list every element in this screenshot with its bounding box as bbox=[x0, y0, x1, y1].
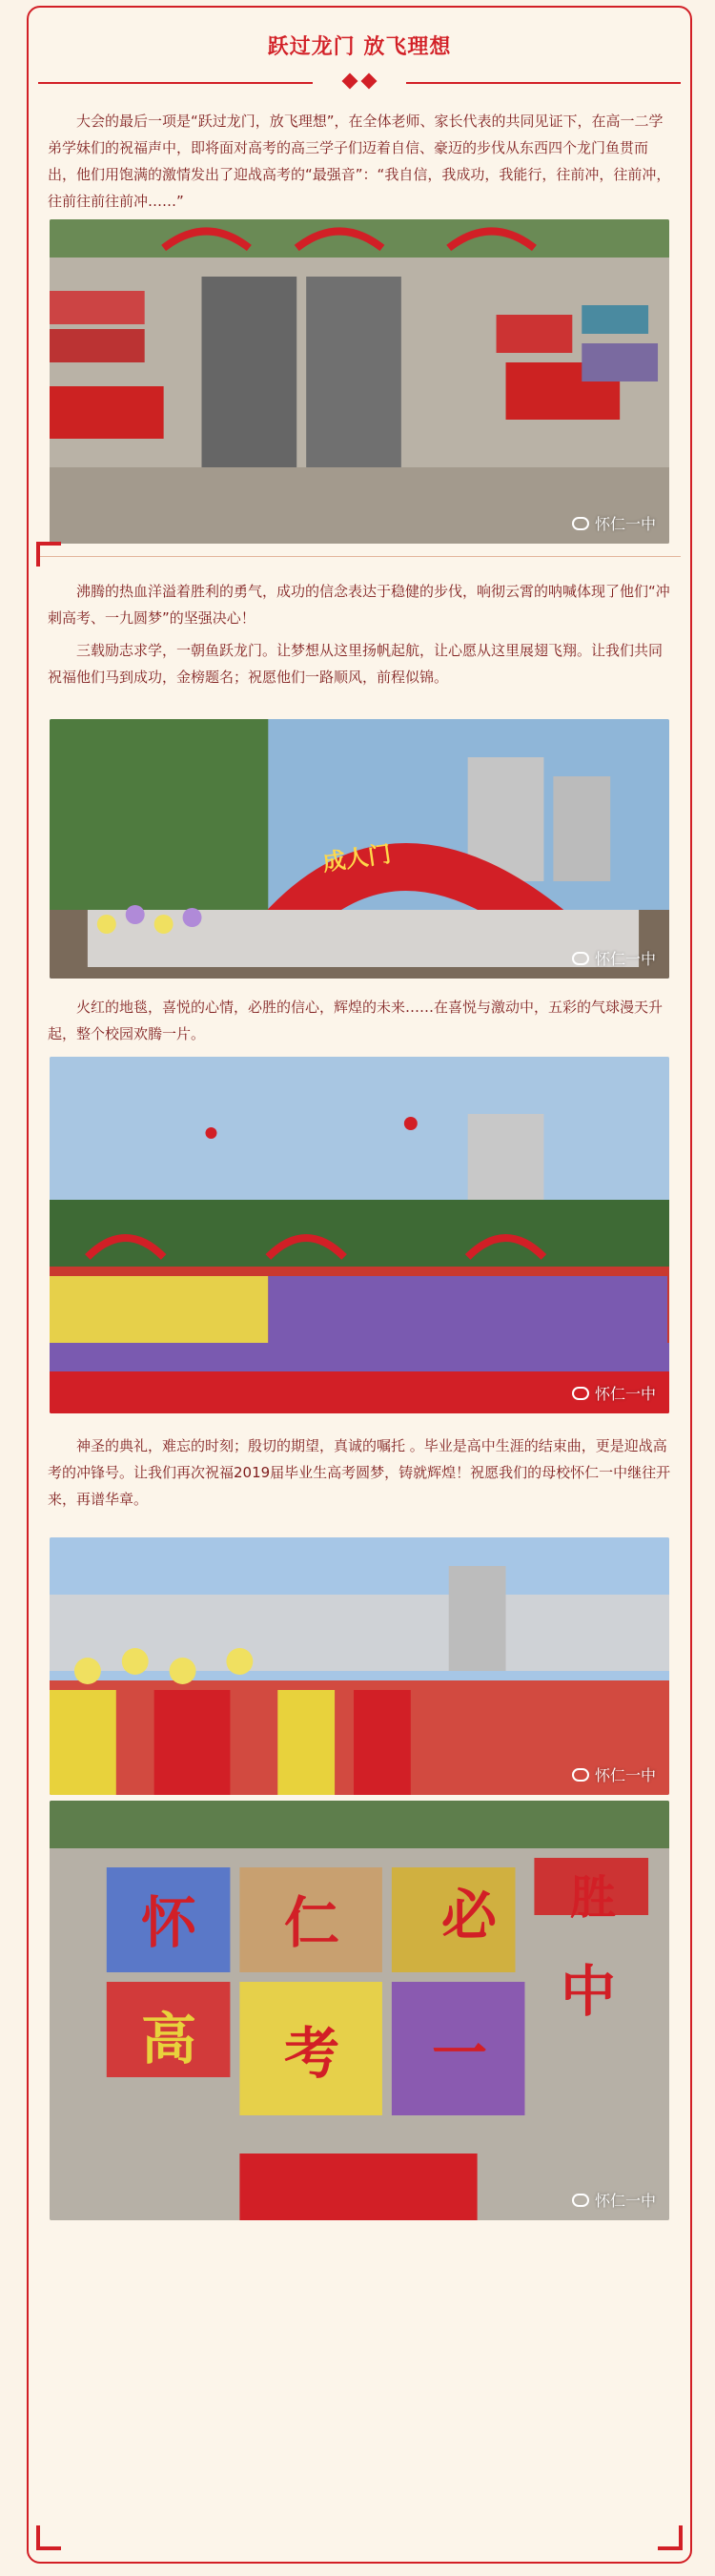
wechat-icon bbox=[572, 517, 589, 530]
watermark-text: 怀仁一中 bbox=[594, 515, 656, 533]
arch-banner: 成人门 bbox=[320, 840, 393, 876]
field-character-7: 一 bbox=[431, 2021, 487, 2086]
wechat-icon bbox=[572, 1768, 589, 1782]
wechat-icon bbox=[572, 1387, 589, 1400]
watermark-text: 怀仁一中 bbox=[594, 1766, 656, 1784]
field-character-1: 怀 bbox=[140, 1890, 196, 1955]
watermark-text: 怀仁一中 bbox=[594, 1385, 656, 1403]
photo-students-balloons bbox=[50, 1537, 669, 1795]
photo-watermark bbox=[572, 1382, 656, 1404]
paragraph-5: 神圣的典礼，难忘的时刻；殷切的期望，真诚的嘱托 。毕业是高中生涯的结束曲，更是迎战高考的冲锋号。让我们再次祝福2019届毕业生高考圆梦，铸就辉煌！祝愿我们的母校怀仁一中继往开来，再谱华章。 bbox=[48, 1437, 671, 1508]
paragraph-1: 大会的最后一项是“跃过龙门，放飞理想”，在全体老师、家长代表的共同见证下，在高一二学弟学妹们的祝福声中，即将面对高考的高三学子们迈着自信、豪迈的步伐从东西四个龙门鱼贯而出，他们用饱满的激情发出了迎战高考的“最强音”：“我自信，我成功，我能行，往前冲，往前冲，往前往前往前冲……” bbox=[48, 113, 671, 210]
article-frame bbox=[27, 6, 692, 2564]
photo-adult-gate bbox=[50, 719, 669, 979]
wechat-icon bbox=[572, 952, 589, 965]
corner-ornament-top-left bbox=[36, 542, 61, 567]
title-divider-left bbox=[38, 82, 313, 84]
photo-watermark bbox=[572, 1763, 656, 1785]
watermark-text: 怀仁一中 bbox=[594, 2192, 656, 2210]
photo-watermark bbox=[572, 2189, 656, 2211]
watermark-text: 怀仁一中 bbox=[594, 950, 656, 968]
title-divider-right bbox=[406, 82, 681, 84]
field-character-5: 高 bbox=[140, 2007, 196, 2071]
paragraph-3: 三载励志求学，一朝鱼跃龙门。让梦想从这里扬帆起航，让心愿从这里展翅飞翔。让我们共同祝福他们马到成功，金榜题名；祝愿他们一路顺风，前程似锦。 bbox=[48, 642, 664, 686]
photo-balloons-field bbox=[50, 1057, 669, 1413]
field-character-4: 胜 bbox=[569, 1870, 616, 1925]
photo-watermark bbox=[572, 512, 656, 534]
photo-watermark bbox=[572, 947, 656, 969]
corner-ornament-bottom-left bbox=[36, 2525, 61, 2550]
section-title: 跃过龙门 放飞理想 bbox=[267, 35, 452, 59]
section-separator bbox=[38, 556, 681, 557]
corner-ornament-bottom-right bbox=[658, 2525, 683, 2550]
title-diamond-ornament bbox=[344, 75, 375, 87]
paragraph-4: 火红的地毯，喜悦的心情，必胜的信心，辉煌的未来……在喜悦与激动中，五彩的气球漫天升起，整个校园欢腾一片。 bbox=[48, 999, 664, 1042]
field-character-2: 仁 bbox=[283, 1890, 339, 1955]
field-character-8: 中 bbox=[560, 1959, 616, 2024]
field-character-3: 必 bbox=[440, 1883, 497, 1947]
wechat-icon bbox=[572, 2194, 589, 2207]
photo-formation-characters bbox=[50, 1801, 669, 2220]
field-character-6: 考 bbox=[283, 2021, 339, 2086]
section-header bbox=[29, 8, 690, 71]
photo-formation-field bbox=[50, 219, 669, 544]
paragraph-2: 沸腾的热血洋溢着胜利的勇气，成功的信念表达于稳健的步伐，响彻云霄的呐喊体现了他们“冲刺高考、一九圆梦”的坚强决心！ bbox=[48, 583, 670, 627]
